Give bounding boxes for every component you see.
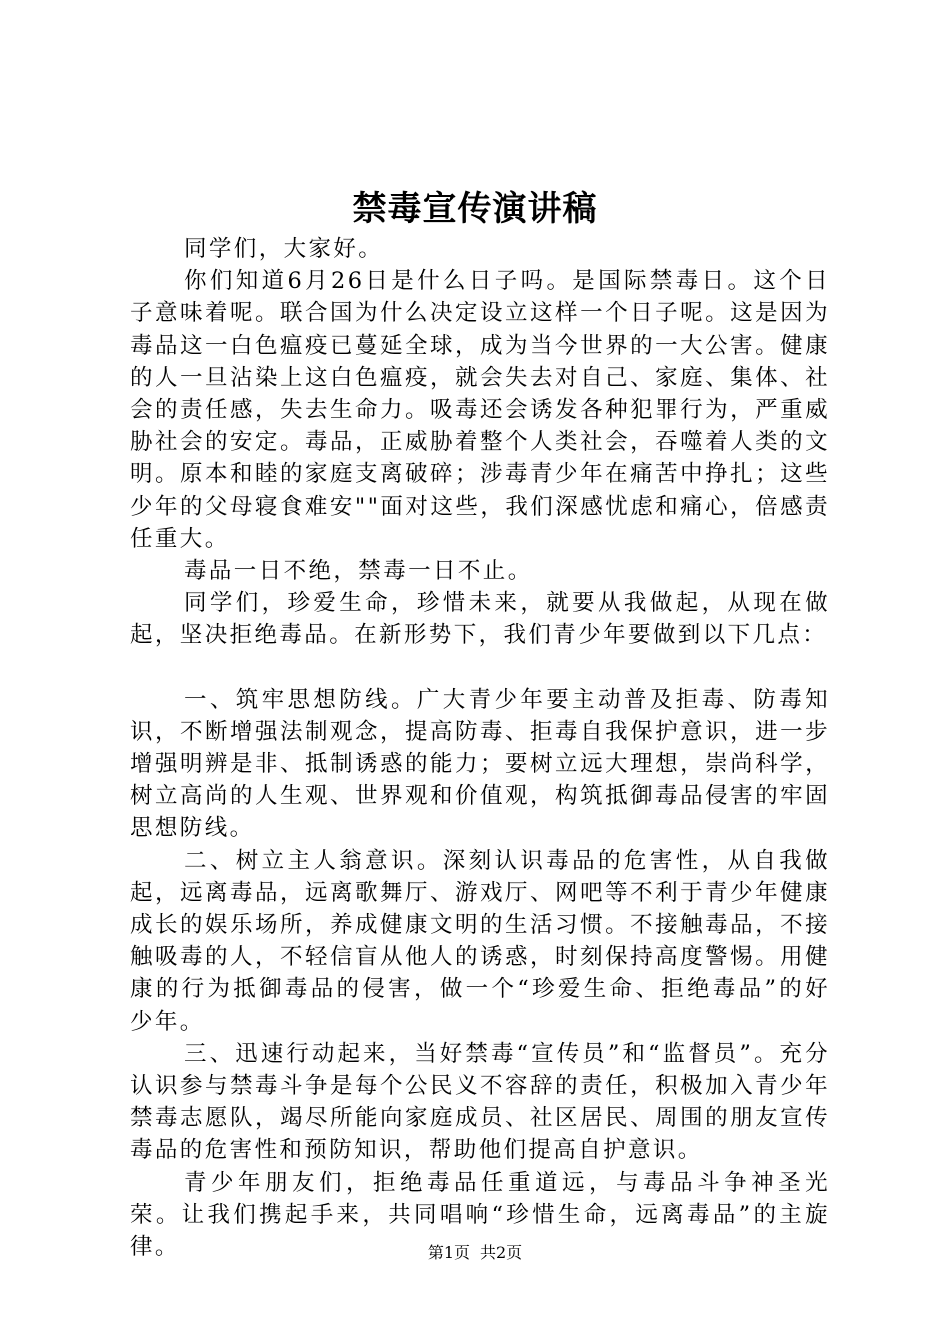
blank-line: [130, 652, 830, 684]
paragraph-slogan: 毒品一日不绝，禁毒一日不止。: [184, 558, 533, 585]
paragraph-call-to-action: 同学们，珍爱生命，珍惜未来，就要从我做起，从现在做起，坚决拒绝毒品。在新形势下，我们青少年要做到以下几点：: [130, 590, 830, 649]
paragraph-point-two: 二、树立主人翁意识。深刻认识毒品的危害性，从自我做起，远离毒品，远离歌舞厅、游戏厅、网吧等不利于青少年健康成长的娱乐场所，养成健康文明的生活习惯。不接触毒品，不接触吸毒的人，不轻信盲从他人的诱惑，时刻保持高度警惕。用健康的行为抵御毒品的侵害，做一个“珍爱生命、拒绝毒品”的好少年。: [130, 847, 830, 1035]
document-body: [130, 233, 830, 1263]
page-total: 共2页: [480, 1243, 523, 1262]
paragraph-greeting: 同学们，大家好。: [184, 236, 384, 262]
page-number: 第1页: [427, 1243, 470, 1262]
page-footer: [0, 1242, 950, 1264]
paragraph-point-one: 一、筑牢思想防线。广大青少年要主动普及拒毒、防毒知识，不断增强法制观念，提高防毒、拒毒自我保护意识，进一步增强明辨是非、抵制诱惑的能力；要树立远大理想，崇尚科学，树立高尚的人生观、世界观和价值观，构筑抵御毒品侵害的牢固思想防线。: [130, 686, 830, 842]
paragraph-intro: 你们知道6月26日是什么日子吗。是国际禁毒日。这个日子意味着呢。联合国为什么决定设立这样一个日子呢。这是因为毒品这一白色瘟疫已蔓延全球，成为当今世界的一大公害。健康的人一旦沾染上这白色瘟疫，就会失去对自己、家庭、集体、社会的责任感，失去生命力。吸毒还会诱发各种犯罪行为，严重威胁社会的安定。毒品，正威胁着整个人类社会，吞噬着人类的文明。原本和睦的家庭支离破碎；涉毒青少年在痛苦中挣扎；这些少年的父母寝食难安""面对这些，我们深感忧虑和痛心，倍感责任重大。: [130, 268, 830, 552]
paragraph-point-three: 三、迅速行动起来，当好禁毒“宣传员”和“监督员”。充分认识参与禁毒斗争是每个公民义不容辞的责任，积极加入青少年禁毒志愿队，竭尽所能向家庭成员、社区居民、周围的朋友宣传毒品的危害性和预防知识，帮助他们提高自护意识。: [130, 1040, 830, 1164]
paragraph-closing: 青少年朋友们，拒绝毒品任重道远，与毒品斗争神圣光荣。让我们携起手来，共同唱响“珍惜生命，远离毒品”的主旋律。: [130, 1169, 830, 1261]
document-title: 禁毒宣传演讲稿: [352, 189, 598, 229]
